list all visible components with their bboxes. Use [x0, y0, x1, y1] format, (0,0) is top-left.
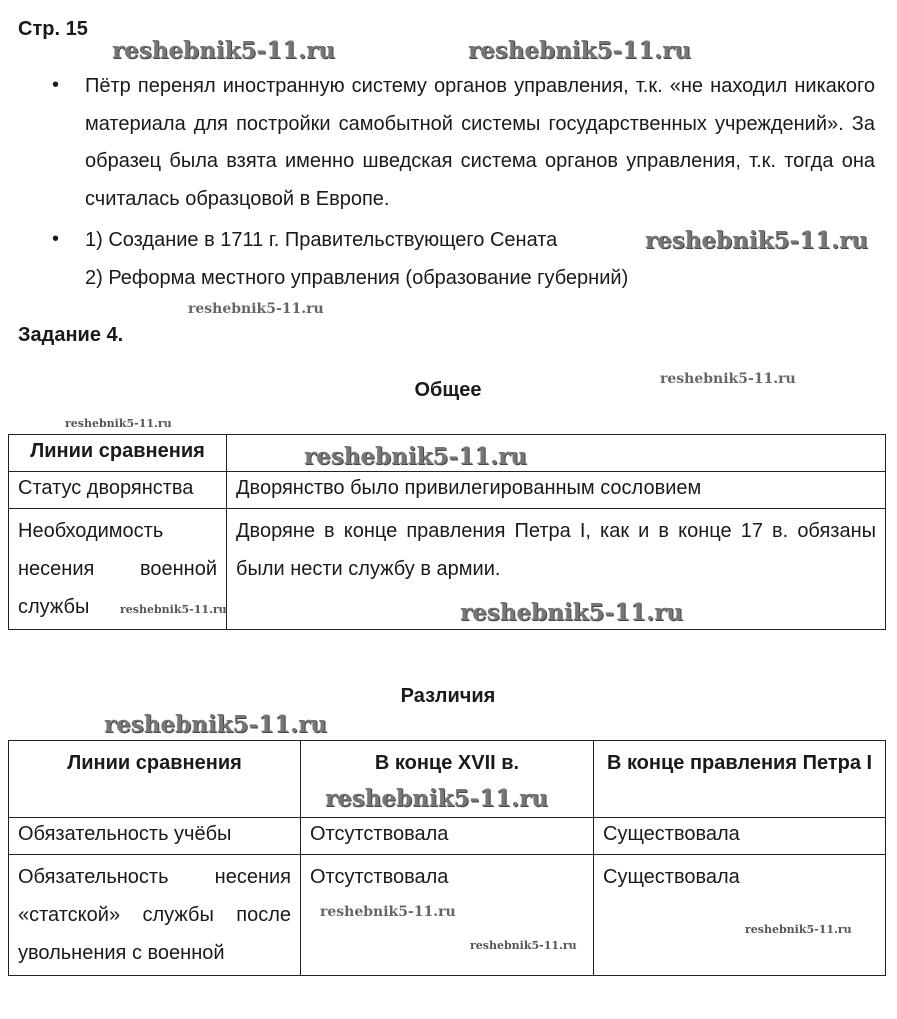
watermark: reshebnik5-11.ru	[104, 711, 327, 738]
watermark: reshebnik5-11.ru	[470, 939, 577, 952]
table-cell: Обязательность учёбы	[9, 818, 301, 855]
table-cell: Обязательность несения «статской» службы после увольнения с военной	[9, 855, 301, 976]
watermark: reshebnik5-11.ru	[460, 599, 683, 626]
differences-table	[8, 740, 886, 976]
bullet-item: 1) Создание в 1711 г. Правительствующего Сената	[85, 229, 558, 251]
table-cell: Дворяне в конце правления Петра I, как и в конце 17 в. обязаны были нести службу в армии.	[227, 509, 886, 630]
bullet-item: 2) Реформа местного управления (образование губерний)	[85, 267, 629, 289]
watermark: reshebnik5-11.ru	[645, 227, 868, 254]
watermark: reshebnik5-11.ru	[120, 603, 227, 616]
header-cell: Линии сравнения	[9, 741, 301, 818]
watermark: reshebnik5-11.ru	[325, 785, 548, 812]
watermark: reshebnik5-11.ru	[304, 443, 527, 470]
bullet-paragraph: Пётр перенял иностранную систему органов управления, т.к. «не находил никакого материала для постройки самобытной системы государственных учреждений». За образец была взята именно шведская система органов управления, т.к. тогда она считалась образцовой в Европе.	[85, 75, 875, 210]
bullet-icon: •	[52, 74, 60, 96]
watermark: reshebnik5-11.ru	[188, 301, 324, 317]
table-cell: Статус дворянства	[9, 472, 227, 509]
watermark: reshebnik5-11.ru	[660, 371, 796, 387]
table-cell: Необходимость несения военной службы	[9, 509, 227, 630]
watermark: reshebnik5-11.ru	[112, 37, 335, 64]
watermark: reshebnik5-11.ru	[320, 904, 456, 920]
table-cell: Дворянство было привилегированным сословием	[227, 472, 886, 509]
watermark: reshebnik5-11.ru	[65, 417, 172, 430]
table-cell: Отсутствовала	[301, 818, 594, 855]
page-label: Стр. 15	[18, 18, 88, 40]
header-cell: Линии сравнения	[9, 435, 227, 472]
table-row	[9, 472, 886, 509]
watermark: reshebnik5-11.ru	[745, 923, 852, 936]
bullet-icon: •	[52, 228, 60, 250]
table-cell: Существовала	[594, 855, 886, 976]
watermark: reshebnik5-11.ru	[468, 37, 691, 64]
task-heading: Задание 4.	[18, 324, 124, 346]
common-title: Общее	[414, 379, 482, 401]
header-cell: В конце правления Петра I	[594, 741, 886, 818]
differences-title: Различия	[400, 685, 496, 707]
table-cell: Существовала	[594, 818, 886, 855]
table-cell: Отсутствовала	[301, 855, 594, 976]
table-row	[9, 818, 886, 855]
header-cell: В конце XVII в.	[301, 741, 594, 818]
